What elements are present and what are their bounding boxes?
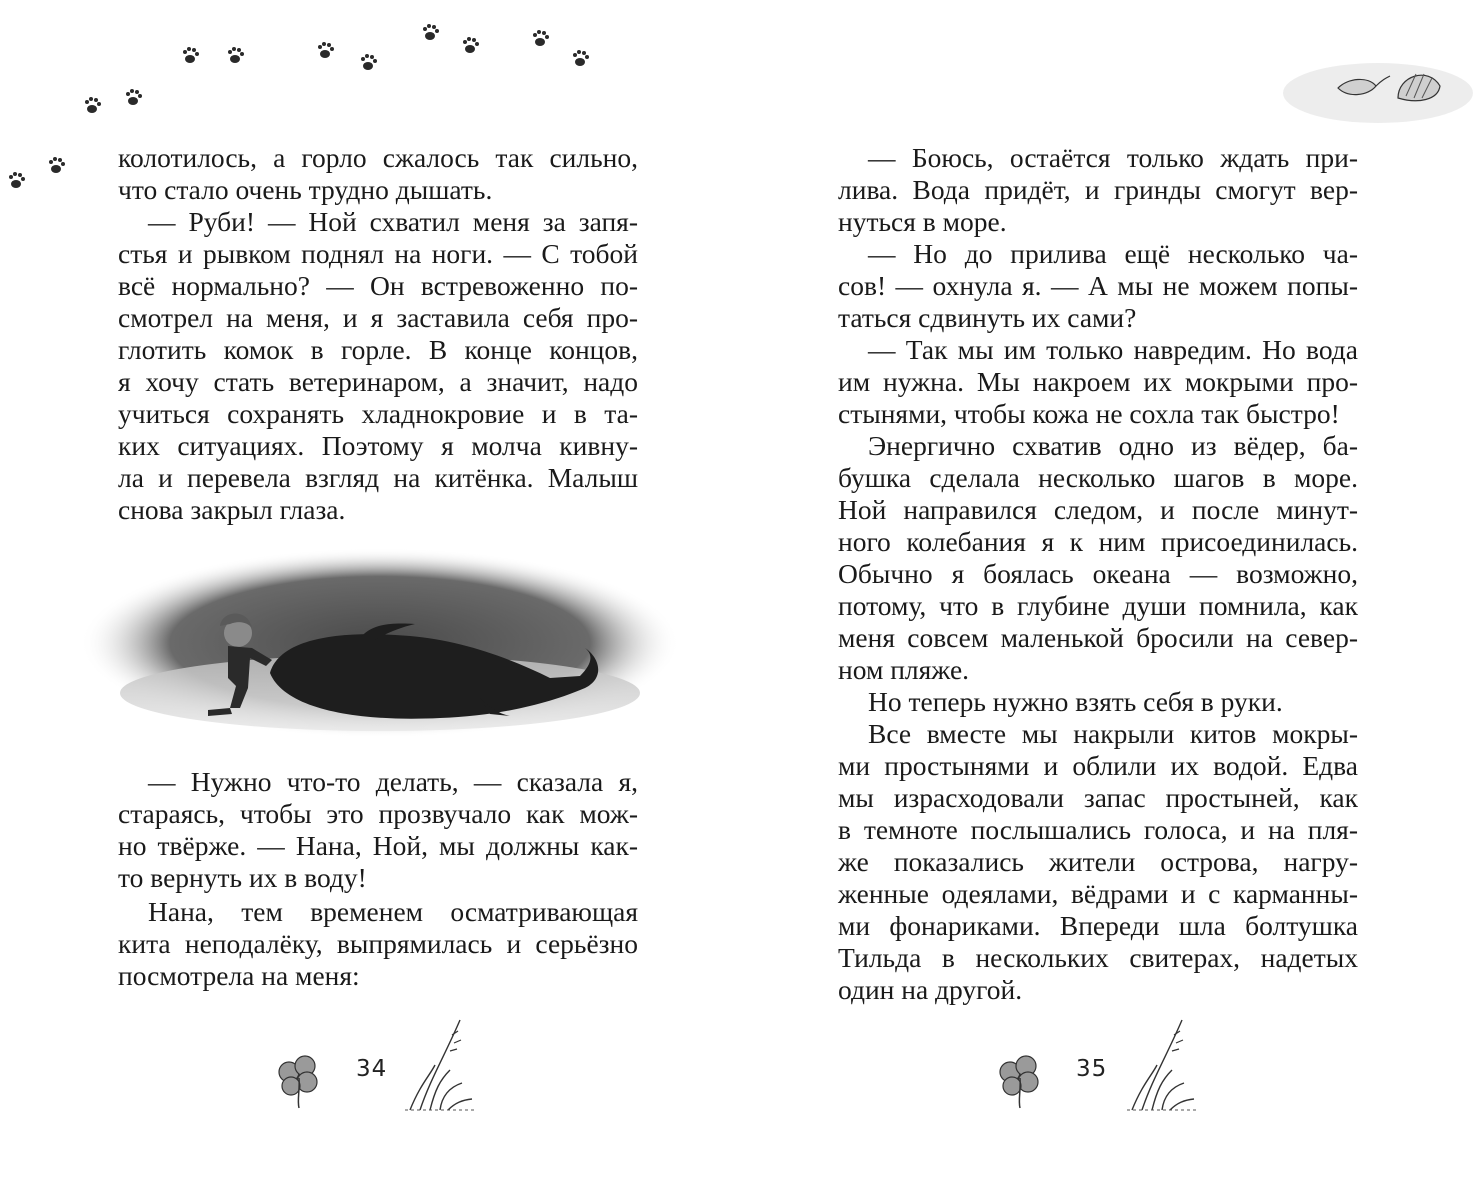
text-line: ного колебания я к ним присоединилась. xyxy=(838,526,1358,557)
text-line: Нана, тем временем осматривающая xyxy=(148,896,638,927)
right-page xyxy=(738,0,1477,1182)
text-line: ла и перевела взгляд на китёнка. Малыш xyxy=(118,462,638,493)
text-line: Тильда в нескольких свитерах, надетых xyxy=(838,942,1358,973)
text-line: же показались жители острова, нагру- xyxy=(838,846,1358,877)
paragraph xyxy=(118,206,638,526)
page-number: 34 xyxy=(356,1056,388,1082)
text-line: колотилось, а горло сжалось так сильно, xyxy=(118,142,638,173)
page-number: 35 xyxy=(1076,1056,1108,1082)
text-line: ких ситуациях. Поэтому я молча кивну- xyxy=(118,430,638,461)
grass-icon xyxy=(400,1015,480,1115)
paragraph xyxy=(838,686,1358,718)
text-line: стынями, чтобы кожа не сохла так быстро! xyxy=(838,398,1340,429)
text-line: таться сдвинуть их сами? xyxy=(838,302,1137,333)
text-line: меня совсем маленькой бросили на север- xyxy=(838,622,1358,653)
text-line: учиться сохранять хладнокровие и в та- xyxy=(118,398,638,429)
text-line: кита неподалёку, выпрямилась и серьёзно xyxy=(118,928,638,959)
text-line: я хочу стать ветеринаром, а значит, надо xyxy=(118,366,638,397)
text-line: ном пляже. xyxy=(838,654,970,685)
text-line: лива. Вода придёт, и гринды смогут вер- xyxy=(838,174,1358,205)
paragraph xyxy=(118,766,638,894)
text-line: стья и рывком поднял на ноги. — С тобой xyxy=(118,238,638,269)
text-line: им нужна. Мы накроем их мокрыми про- xyxy=(838,366,1358,397)
paragraph xyxy=(838,718,1358,1006)
paragraph xyxy=(118,896,638,992)
text-line: мы израсходовали запас простыней, как xyxy=(838,782,1358,813)
text-line: — Но до прилива ещё несколько ча- xyxy=(868,238,1358,269)
paragraph xyxy=(838,238,1358,334)
text-line: в темноте послышались голоса, и на пля- xyxy=(838,814,1358,845)
text-line: снова закрыл глаза. xyxy=(118,494,346,525)
text-line: — Руби! — Ной схватил меня за запя- xyxy=(148,206,638,237)
text-line: потому, что в глубине души помнила, как xyxy=(838,590,1358,621)
text-line: стараясь, чтобы это прозвучало как мож- xyxy=(118,798,638,829)
text-line: что стало очень трудно дышать. xyxy=(118,174,493,205)
text-line: бушка сделала несколько шагов в море. xyxy=(838,462,1358,493)
paragraph xyxy=(838,334,1358,430)
text-line: посмотрела на меня: xyxy=(118,960,360,991)
paragraph xyxy=(838,430,1358,686)
text-line: — Нужно что-то делать, — сказала я, xyxy=(148,766,638,797)
grass-icon xyxy=(1122,1015,1202,1115)
clover-icon xyxy=(275,1052,325,1112)
text-line: всё нормально? — Он встревоженно по- xyxy=(118,270,638,301)
paragraph xyxy=(838,142,1358,238)
text-line: нуться в море. xyxy=(838,206,1007,237)
text-line: один на другой. xyxy=(838,974,1023,1005)
text-line: женные одеялами, вёдрами и с карманны- xyxy=(838,878,1358,909)
whale-illustration xyxy=(80,548,680,738)
text-line: то вернуть их в воду! xyxy=(118,862,367,893)
left-page xyxy=(0,0,738,1182)
paragraph xyxy=(118,142,638,206)
text-line: смотрел на меня, и я заставила себя про- xyxy=(118,302,638,333)
text-line: — Так мы им только навредим. Но вода xyxy=(868,334,1358,365)
text-line: Обычно я боялась океана — возможно, xyxy=(838,558,1358,589)
text-line: сов! — охнула я. — А мы не можем попы- xyxy=(838,270,1358,301)
text-line: ми фонариками. Впереди шла болтушка xyxy=(838,910,1358,941)
clover-icon xyxy=(996,1052,1046,1112)
text-line: Энергично схватив одно из вёдер, ба- xyxy=(868,430,1358,461)
text-line: глотить комок в горле. В конце концов, xyxy=(118,334,638,365)
text-line: Ной направился следом, и после минут- xyxy=(838,494,1358,525)
text-line: Все вместе мы накрыли китов мокры- xyxy=(868,718,1358,749)
text-line: Но теперь нужно взять себя в руки. xyxy=(868,686,1283,717)
shells-decoration xyxy=(1278,48,1477,128)
text-line: но твёрже. — Нана, Ной, мы должны как- xyxy=(118,830,638,861)
text-line: — Боюсь, остаётся только ждать при- xyxy=(868,142,1358,173)
text-line: ми простынями и облили их водой. Едва xyxy=(838,750,1358,781)
